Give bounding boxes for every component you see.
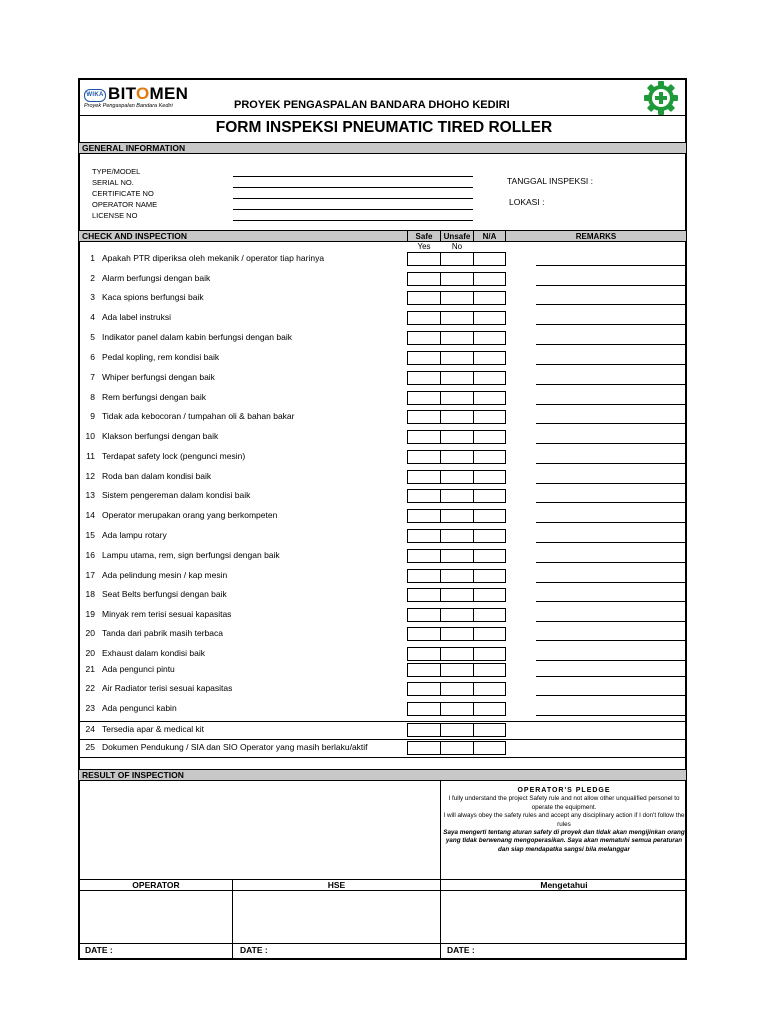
unsafe-checkbox[interactable] [440, 647, 474, 661]
checklist-item [80, 510, 277, 520]
na-checkbox[interactable] [473, 702, 506, 716]
pledge-title: OPERATOR'S PLEDGE [517, 787, 611, 794]
item-number: 23 [85, 703, 95, 713]
item-number: 18 [85, 589, 95, 599]
item-number: 24 [85, 724, 95, 734]
check-inspection-header: CHECK AND INSPECTION [79, 230, 686, 242]
item-text: Tidak ada kebocoran / tumpahan oli & bahan bakar [102, 411, 295, 421]
item-text: Kaca spions berfungsi baik [102, 292, 204, 302]
item-text: Ada pelindung mesin / kap mesin [102, 570, 228, 580]
checklist-item [80, 451, 245, 461]
na-checkbox[interactable] [473, 682, 506, 696]
unsafe-checkbox[interactable] [440, 272, 474, 286]
safe-checkbox[interactable] [407, 549, 441, 563]
item-number: 8 [90, 392, 95, 402]
checklist-item [80, 703, 177, 713]
item-text: Sistem pengereman dalam kondisi baik [102, 490, 251, 500]
unsafe-checkbox[interactable] [440, 489, 474, 503]
safe-checkbox[interactable] [407, 588, 441, 602]
na-checkbox[interactable] [473, 450, 506, 464]
unsafe-checkbox[interactable] [440, 311, 474, 325]
unsafe-checkbox[interactable] [440, 588, 474, 602]
na-checkbox[interactable] [473, 529, 506, 543]
item-text: Tanda dari pabrik masih terbaca [102, 628, 223, 638]
na-checkbox[interactable] [473, 509, 506, 523]
unsafe-checkbox[interactable] [440, 291, 474, 305]
na-checkbox[interactable] [473, 371, 506, 385]
item-text: Rem berfungsi dengan baik [102, 392, 206, 402]
na-checkbox[interactable] [473, 608, 506, 622]
safe-checkbox[interactable] [407, 663, 441, 677]
license-no-field[interactable] [233, 220, 473, 221]
item-text: Ada pengunci kabin [102, 703, 177, 713]
remarks-line[interactable] [536, 265, 686, 266]
na-checkbox[interactable] [473, 627, 506, 641]
item-text: Ada lampu rotary [102, 530, 167, 540]
remarks-line[interactable] [536, 562, 686, 563]
checklist-item [80, 273, 210, 283]
na-checkbox[interactable] [473, 588, 506, 602]
lokasi-label: LOKASI : [509, 197, 545, 207]
form-title: FORM INSPEKSI PNEUMATIC TIRED ROLLER [215, 119, 553, 136]
safe-checkbox[interactable] [407, 351, 441, 365]
col-remarks: REMARKS [575, 232, 617, 241]
na-checkbox[interactable] [473, 252, 506, 266]
tanggal-inspeksi-label: TANGGAL INSPEKSI : [507, 176, 593, 186]
item-text: Klakson berfungsi dengan baik [102, 431, 219, 441]
checklist-item [80, 490, 250, 500]
operator-signature-area[interactable] [80, 891, 232, 943]
unsafe-checkbox[interactable] [440, 391, 474, 405]
sig-mengetahui-label: Mengetahui [540, 880, 588, 890]
remarks-line[interactable] [536, 364, 686, 365]
checklist-item [80, 664, 175, 674]
item-text: Exhaust dalam kondisi baik [102, 648, 206, 658]
item-text: Pedal kopling, rem kondisi baik [102, 352, 220, 362]
sub-yes: Yes [417, 242, 431, 251]
item-number: 22 [85, 683, 95, 693]
remarks-line[interactable] [536, 324, 686, 325]
unsafe-checkbox[interactable] [440, 509, 474, 523]
checklist-item [80, 292, 204, 302]
safe-checkbox[interactable] [407, 509, 441, 523]
item-number: 11 [86, 451, 95, 461]
item-number: 2 [90, 273, 95, 283]
pledge-en-2: I will always obey the safety rules and accept any disciplinary action if I don't follow the rules [443, 812, 685, 828]
checklist-item [80, 530, 167, 540]
unsafe-checkbox[interactable] [440, 371, 474, 385]
field-label-license-no: LICENSE NO [92, 211, 138, 220]
safe-checkbox[interactable] [407, 569, 441, 583]
sig-hse-label: HSE [327, 880, 346, 890]
mengetahui-signature-area[interactable] [441, 891, 686, 943]
serial-no-field[interactable] [233, 187, 473, 188]
wika-badge: WIKA [84, 89, 106, 102]
result-header: RESULT OF INSPECTION [79, 769, 686, 781]
item-text: Tersedia apar & medical kit [102, 724, 205, 734]
checklist-item [80, 431, 218, 441]
checklist-item [80, 589, 227, 599]
item-text: Air Radiator terisi sesuai kapasitas [102, 683, 233, 693]
na-checkbox[interactable] [473, 470, 506, 484]
item-number: 16 [85, 550, 95, 560]
item-text: Seat Belts berfungsi dengan baik [102, 589, 227, 599]
item-text: Dokumen Pendukung / SIA dan SIO Operator yang masih berlaku/aktif [102, 742, 368, 752]
item-number: 25 [85, 742, 95, 752]
unsafe-checkbox[interactable] [440, 549, 474, 563]
item-number: 20 [85, 648, 95, 658]
item-text: Terdapat safety lock (pengunci mesin) [102, 451, 246, 461]
item-text: Ada label instruksi [102, 312, 171, 322]
safe-checkbox[interactable] [407, 470, 441, 484]
unsafe-checkbox[interactable] [440, 252, 474, 266]
safe-checkbox[interactable] [407, 272, 441, 286]
checklist-item [80, 724, 204, 734]
unsafe-checkbox[interactable] [440, 351, 474, 365]
item-number: 17 [85, 570, 95, 580]
pledge-id: Saya mengerti tentang aturan safety di proyek dan tidak akan mengijinkan orang yang tidak berwenang mengoperasikan. Saya akan mematuhi semua peraturan dan siap mendapatka sangsi bila melanggar [443, 829, 685, 853]
hse-signature-area[interactable] [233, 891, 440, 943]
result-notes-area[interactable] [80, 782, 439, 877]
remarks-line[interactable] [536, 695, 686, 696]
type-model-field[interactable] [233, 176, 473, 177]
item-number: 20 [85, 628, 95, 638]
safe-checkbox[interactable] [407, 682, 441, 696]
remarks-line[interactable] [536, 542, 686, 543]
item-text: Alarm berfungsi dengan baik [102, 273, 211, 283]
title-divider [79, 115, 686, 116]
na-checkbox[interactable] [473, 741, 506, 755]
item-text: Ada pengunci pintu [102, 664, 175, 674]
checklist-item [80, 312, 171, 322]
remarks-line[interactable] [536, 582, 686, 583]
unsafe-checkbox[interactable] [440, 608, 474, 622]
na-checkbox[interactable] [473, 391, 506, 405]
checklist-item [80, 742, 368, 752]
na-checkbox[interactable] [473, 272, 506, 286]
item-number: 6 [90, 352, 95, 362]
safe-checkbox[interactable] [407, 311, 441, 325]
safe-checkbox[interactable] [407, 252, 441, 266]
na-checkbox[interactable] [473, 723, 506, 737]
item-number: 13 [85, 490, 95, 500]
checklist-item [80, 411, 294, 421]
col-unsafe: Unsafe [443, 232, 471, 241]
item-text: Operator merupakan orang yang berkompeten [102, 510, 278, 520]
item-number: 19 [85, 609, 95, 619]
safe-checkbox[interactable] [407, 410, 441, 424]
operator-name-field[interactable] [233, 209, 473, 210]
safe-checkbox[interactable] [407, 702, 441, 716]
checklist-item [80, 550, 280, 560]
checklist-item [80, 648, 205, 658]
remarks-line[interactable] [536, 344, 686, 345]
unsafe-checkbox[interactable] [440, 663, 474, 677]
safe-checkbox[interactable] [407, 741, 441, 755]
unsafe-checkbox[interactable] [440, 741, 474, 755]
checklist-item [80, 683, 232, 693]
safe-checkbox[interactable] [407, 489, 441, 503]
na-checkbox[interactable] [473, 549, 506, 563]
item-text: Lampu utama, rem, sign berfungsi dengan baik [102, 550, 280, 560]
safe-checkbox[interactable] [407, 723, 441, 737]
unsafe-checkbox[interactable] [440, 331, 474, 345]
safe-checkbox[interactable] [407, 430, 441, 444]
na-checkbox[interactable] [473, 647, 506, 661]
field-label-operator-name: OPERATOR NAME [92, 200, 158, 209]
safe-checkbox[interactable] [407, 331, 441, 345]
unsafe-checkbox[interactable] [440, 529, 474, 543]
remarks-line[interactable] [536, 660, 686, 661]
checklist-item [80, 253, 324, 263]
item-number: 21 [85, 664, 95, 674]
safe-checkbox[interactable] [407, 371, 441, 385]
item-number: 15 [85, 530, 95, 540]
safe-checkbox[interactable] [407, 291, 441, 305]
checklist-item [80, 352, 219, 362]
remarks-line[interactable] [536, 601, 686, 602]
remarks-line[interactable] [536, 522, 686, 523]
checklist-item [80, 570, 227, 580]
safe-checkbox[interactable] [407, 608, 441, 622]
item-text: Indikator panel dalam kabin berfungsi dengan baik [102, 332, 292, 342]
sub-no: No [451, 242, 463, 251]
remarks-line[interactable] [536, 304, 686, 305]
na-checkbox[interactable] [473, 311, 506, 325]
checklist-item [80, 628, 223, 638]
item-number: 4 [90, 312, 95, 322]
na-checkbox[interactable] [473, 489, 506, 503]
k3-safety-gear-icon [642, 80, 680, 116]
general-info-header: GENERAL INFORMATION [79, 142, 686, 154]
safe-checkbox[interactable] [407, 647, 441, 661]
item-number: 1 [90, 253, 95, 263]
field-label-type-model: TYPE/MODEL [92, 167, 141, 176]
checklist-item [80, 471, 211, 481]
project-title: PROYEK PENGASPALAN BANDARA DHOHO KEDIRI [234, 99, 510, 111]
field-label-serial-no: SERIAL NO. [92, 178, 134, 187]
remarks-line[interactable] [536, 443, 686, 444]
safe-checkbox[interactable] [407, 450, 441, 464]
remarks-line[interactable] [536, 384, 686, 385]
checklist-item [80, 609, 231, 619]
checklist-item [80, 372, 215, 382]
hse-date-label: DATE : [240, 945, 268, 955]
item-number: 7 [90, 372, 95, 382]
item-text: Roda ban dalam kondisi baik [102, 471, 212, 481]
logo-subtitle: Proyek Pengaspalan Bandara Kediri [84, 103, 173, 109]
remarks-line[interactable] [536, 423, 686, 424]
item-number: 14 [85, 510, 95, 520]
col-safe: Safe [415, 232, 433, 241]
na-checkbox[interactable] [473, 663, 506, 677]
remarks-line[interactable] [536, 676, 686, 677]
na-checkbox[interactable] [473, 569, 506, 583]
unsafe-checkbox[interactable] [440, 430, 474, 444]
remarks-line[interactable] [536, 285, 686, 286]
field-label-certificate-no: CERTIFICATE NO [92, 189, 154, 198]
item-text: Apakah PTR diperiksa oleh mekanik / operator tiap harinya [102, 253, 325, 263]
unsafe-checkbox[interactable] [440, 682, 474, 696]
safe-checkbox[interactable] [407, 529, 441, 543]
operator-pledge [441, 787, 687, 854]
item-number: 9 [90, 411, 95, 421]
bitomen-logo: WIKA BITOMEN Proyek Pengaspalan Bandara Kediri [84, 84, 189, 109]
unsafe-checkbox[interactable] [440, 410, 474, 424]
checklist-item [80, 332, 292, 342]
safe-checkbox[interactable] [407, 627, 441, 641]
checklist-item [80, 392, 206, 402]
remarks-line[interactable] [536, 621, 686, 622]
unsafe-checkbox[interactable] [440, 470, 474, 484]
unsafe-checkbox[interactable] [440, 627, 474, 641]
unsafe-checkbox[interactable] [440, 569, 474, 583]
mengetahui-date-label: DATE : [447, 945, 475, 955]
item-number: 5 [90, 332, 95, 342]
pledge-en-1: I fully understand the project Safety rule and not allow other unqualified personel to operate the equipment. [448, 795, 680, 811]
remarks-line[interactable] [536, 463, 686, 464]
col-na: N/A [482, 232, 497, 241]
remarks-line[interactable] [536, 640, 686, 641]
certificate-no-field[interactable] [233, 198, 473, 199]
item-number: 10 [85, 431, 95, 441]
na-checkbox[interactable] [473, 291, 506, 305]
na-checkbox[interactable] [473, 410, 506, 424]
operator-date-label: DATE : [85, 945, 113, 955]
na-checkbox[interactable] [473, 430, 506, 444]
item-text: Whiper berfungsi dengan baik [102, 372, 215, 382]
item-number: 3 [90, 292, 95, 302]
remarks-line[interactable] [536, 715, 686, 716]
remarks-line[interactable] [536, 404, 686, 405]
sig-operator-label: OPERATOR [132, 880, 180, 890]
item-text: Minyak rem terisi sesuai kapasitas [102, 609, 232, 619]
na-checkbox[interactable] [473, 331, 506, 345]
unsafe-checkbox[interactable] [440, 450, 474, 464]
na-checkbox[interactable] [473, 351, 506, 365]
remarks-line[interactable] [536, 483, 686, 484]
safe-checkbox[interactable] [407, 391, 441, 405]
unsafe-checkbox[interactable] [440, 723, 474, 737]
remarks-line[interactable] [536, 502, 686, 503]
item-number: 12 [85, 471, 95, 481]
unsafe-checkbox[interactable] [440, 702, 474, 716]
